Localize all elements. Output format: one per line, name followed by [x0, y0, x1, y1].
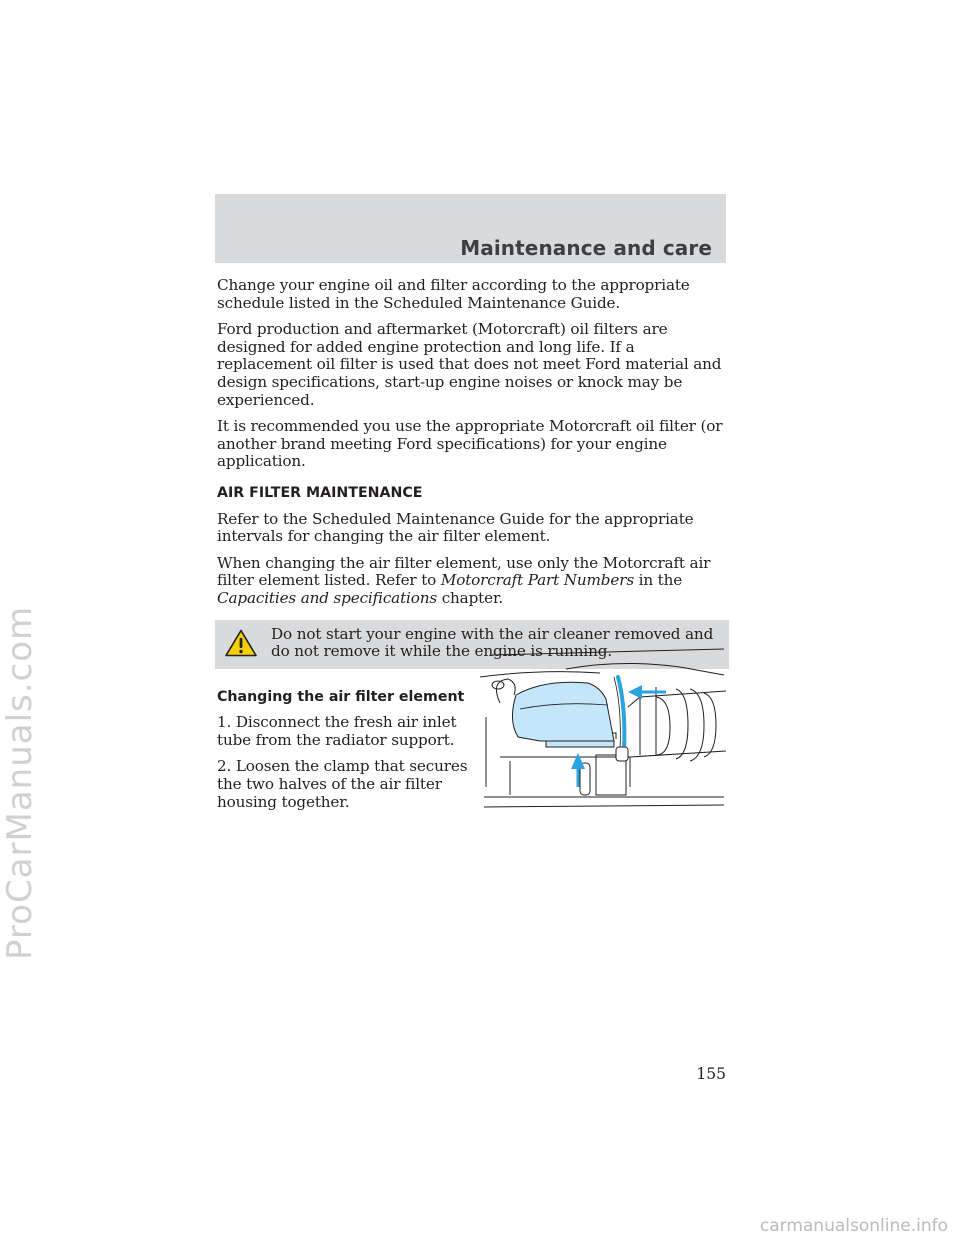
watermark-text: ProCarManuals.com: [0, 605, 40, 960]
header-band: [215, 194, 726, 263]
text-run: in the: [633, 571, 683, 590]
text-run: chapter.: [437, 588, 504, 607]
paragraph-air-filter-intervals: Refer to the Scheduled Maintenance Guide for the appropriate intervals for changing the air filter element.: [217, 509, 694, 546]
warning-triangle-icon: [225, 629, 257, 657]
paragraph-oil-change: Change your engine oil and filter according to the appropriate schedule listed in the Scheduled Maintenance Guide.: [217, 276, 690, 312]
step-1: 1. Disconnect the fresh air inlet tube from the radiator support.: [217, 713, 457, 749]
paragraph-air-filter-parts: [217, 555, 727, 608]
paragraph-recommendation: It is recommended you use the appropriate Motorcraft oil filter (or another brand meeting Ford specifications) for your engine application.: [217, 417, 723, 471]
steps-list: [217, 714, 487, 811]
section-heading-air-filter: AIR FILTER MAINTENANCE: [217, 484, 423, 501]
part-numbers-reference: Motorcraft Part Numbers: [440, 571, 634, 590]
warning-text: Do not start your engine with the air cleaner removed and do not remove it while the engine is running.: [271, 624, 714, 661]
paragraph-oil-filters: Ford production and aftermarket (Motorcraft) oil filters are designed for added engine protection and long life. If a replacement oil filter is used that does not meet Ford material and design specifications, start-up engine noises or knock may be experienced.: [217, 320, 722, 409]
page-section-title: Maintenance and care: [460, 236, 712, 260]
step-2: 2. Loosen the clamp that secures the two halves of the air filter housing together.: [217, 757, 468, 811]
sub-heading-changing-filter: Changing the air filter element: [217, 688, 465, 705]
footer-site-watermark: carmanualsonline.info: [759, 1216, 948, 1236]
text-run: When changing the air filter element, use only the Motorcraft air filter element listed. Refer to: [217, 553, 711, 590]
arrow-up-icon: [571, 753, 585, 787]
chapter-reference: Capacities and specifications: [217, 588, 438, 607]
air-filter-housing-illustration: [480, 647, 726, 813]
page-number: 155: [696, 1065, 726, 1083]
